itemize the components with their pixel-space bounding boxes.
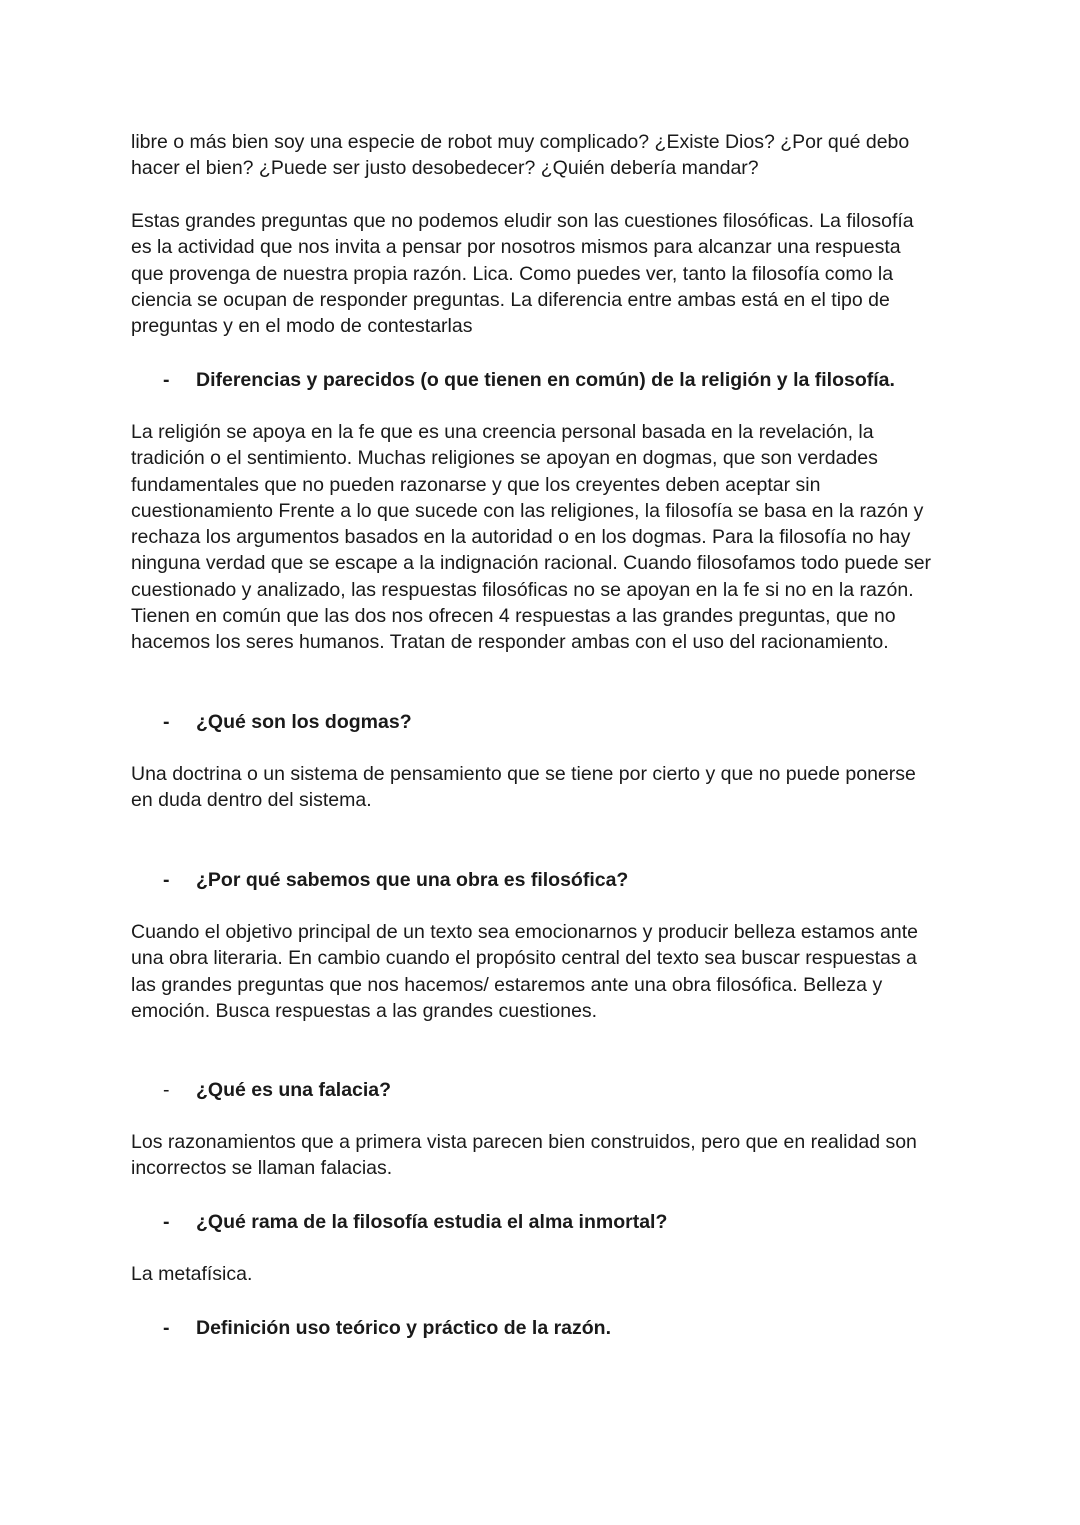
- paragraph-line: una obra literaria. En cambio cuando el propósito central del texto sea buscar respuestas a: [131, 947, 917, 970]
- paragraph-line: incorrectos se llaman falacias.: [131, 1157, 393, 1180]
- paragraph-line: Cuando el objetivo principal de un texto sea emocionarnos y producir belleza estamos ante: [131, 921, 918, 943]
- dogmas-paragraph: [131, 761, 961, 814]
- bullet-dash: -: [163, 869, 170, 891]
- paragraph-line: cuestionado y analizado, las respuestas filosóficas no se apoyan en la fe si no en la razón.: [131, 578, 914, 601]
- section-heading-text: Definición uso teórico y práctico de la razón.: [196, 1317, 612, 1339]
- paragraph-line: tradición o el sentimiento. Muchas religiones se apoyan en dogmas, que son verdades: [131, 447, 878, 470]
- bullet-dash: -: [163, 711, 170, 733]
- section-heading-text: ¿Por qué sabemos que una obra es filosófica?: [196, 869, 629, 891]
- section-heading-text: ¿Qué son los dogmas?: [196, 711, 412, 733]
- paragraph-line: Tienen en común que las dos nos ofrecen 4 respuestas a las grandes preguntas, que no: [131, 605, 896, 628]
- paragraph-line: en duda dentro del sistema.: [131, 789, 372, 812]
- immortal-soul-paragraph: [131, 1261, 961, 1287]
- paragraph-line: ciencia se ocupan de responder preguntas. La diferencia entre ambas está en el tipo de: [131, 288, 890, 311]
- paragraph-line: La metafísica.: [131, 1263, 253, 1285]
- paragraph-line: La religión se apoya en la fe que es una creencia personal basada en la revelación, la: [131, 421, 874, 443]
- paragraph-line: ninguna verdad que se escape a la indignación racional. Cuando filosofamos todo puede ser: [131, 552, 932, 575]
- paragraph-line: Una doctrina o un sistema de pensamiento que se tiene por cierto y que no puede ponerse: [131, 763, 916, 785]
- bullet-dash: -: [163, 1317, 170, 1339]
- philosophy-paragraph: [131, 208, 961, 339]
- fallacy-paragraph: [131, 1129, 961, 1182]
- bullet-dash: -: [163, 369, 170, 391]
- paragraph-line: Estas grandes preguntas que no podemos eludir son las cuestiones filosóficas. La filosofía: [131, 210, 914, 232]
- paragraph-line: emoción. Busca respuestas a las grandes cuestiones.: [131, 999, 598, 1022]
- paragraph-line: libre o más bien soy una especie de robot muy complicado? ¿Existe Dios? ¿Por qué debo: [131, 131, 910, 153]
- bullet-dash: -: [163, 1079, 170, 1101]
- bullet-dash: -: [163, 1211, 170, 1233]
- paragraph-line: que provenga de nuestra propia razón. Lica. Como puedes ver, tanto la filosofía como la: [131, 262, 894, 285]
- paragraph-line: hacer el bien? ¿Puede ser justo desobedecer? ¿Quién debería mandar?: [131, 157, 759, 180]
- paragraph-line: las grandes preguntas que nos hacemos/ estaremos ante una obra filosófica. Belleza y: [131, 973, 883, 996]
- section-heading-text: ¿Qué rama de la filosofía estudia el alma inmortal?: [196, 1211, 668, 1233]
- paragraph-line: hacemos los seres humanos. Tratan de responder ambas con el uso del racionamiento.: [131, 631, 889, 654]
- paragraph-line: preguntas y en el modo de contestarlas: [131, 315, 473, 338]
- section-heading-text: Diferencias y parecidos (o que tienen en común) de la religión y la filosofía.: [196, 369, 895, 391]
- paragraph-line: fundamentales que no pueden razonarse y que los creyentes deben aceptar sin: [131, 473, 821, 496]
- intro-paragraph: [131, 129, 961, 182]
- paragraph-line: es la actividad que nos invita a pensar por nosotros mismos para alcanzar una respuesta: [131, 236, 901, 259]
- religion-philosophy-paragraph: [131, 419, 961, 656]
- paragraph-line: rechaza los argumentos basados en la autoridad o en los dogmas. Para la filosofía no hay: [131, 526, 911, 549]
- section-heading-text: ¿Qué es una falacia?: [196, 1079, 392, 1101]
- paragraph-line: Los razonamientos que a primera vista parecen bien construidos, pero que en realidad son: [131, 1131, 917, 1153]
- philosophical-work-paragraph: [131, 919, 961, 1024]
- paragraph-line: cuestionamiento Frente a lo que sucede con las religiones, la filosofía se basa en la razón y: [131, 499, 924, 522]
